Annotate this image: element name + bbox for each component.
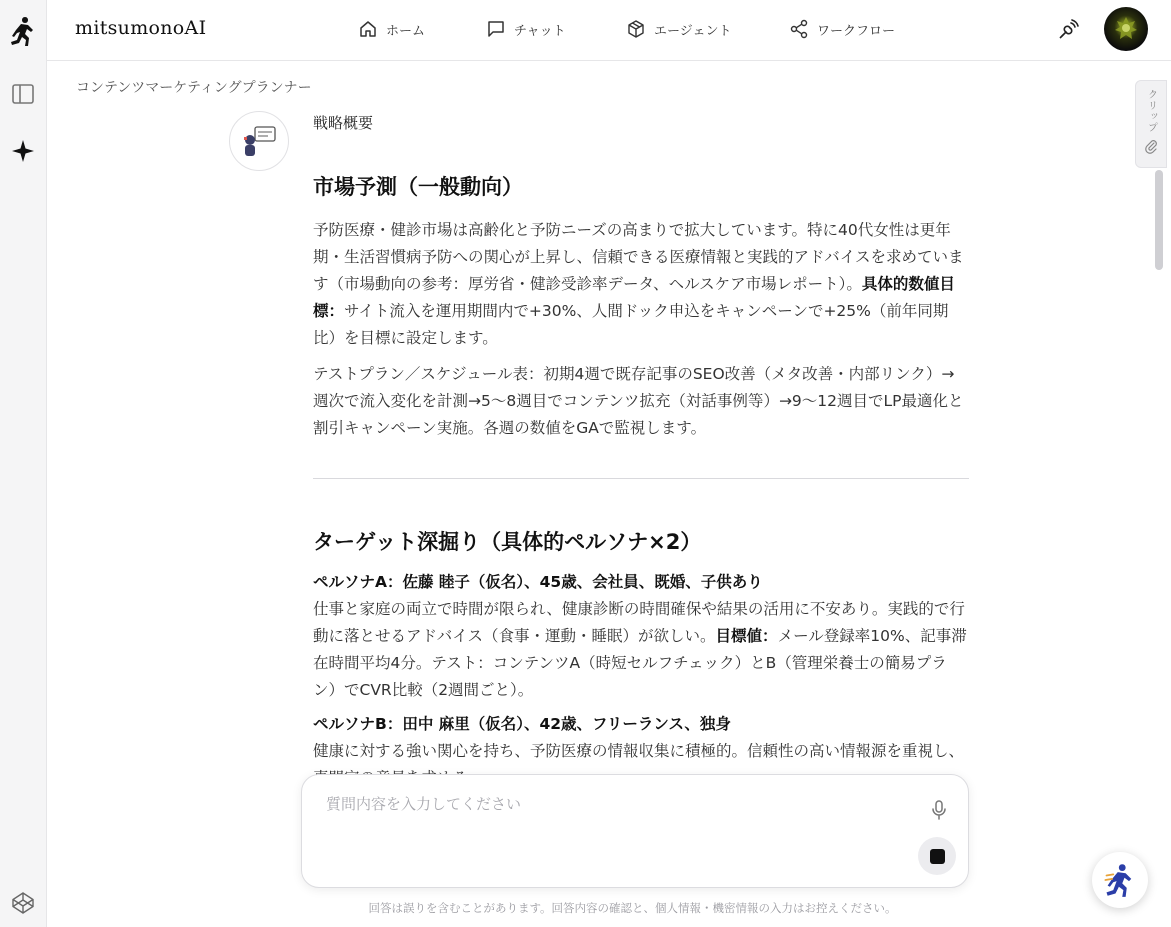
cube-icon xyxy=(626,19,646,39)
nav-home-label: ホーム xyxy=(386,23,426,39)
scrollbar-thumb[interactable] xyxy=(1155,170,1163,270)
question-input[interactable] xyxy=(326,795,906,813)
share-nodes-icon xyxy=(789,19,809,39)
nav-chat-label: チャット xyxy=(514,23,566,39)
left-rail xyxy=(0,0,47,927)
response-content xyxy=(313,112,969,767)
persona-a-tail: メール登録率10%、記事滞在時間平均4分。テスト：コンテンツA（時短セルフチェック）とB（管理栄養士の簡易プラン）でCVR比較（2週間ごと）。 xyxy=(313,627,967,699)
disclaimer-text: 回答は誤りを含むことがあります。回答内容の確認と、個人情報・機密情報の入力はお控えください。 xyxy=(368,901,897,915)
persona-b-title: ペルソナB：田中 麻里（仮名）、42歳、フリーランス、独身 xyxy=(313,715,731,733)
user-avatar[interactable] xyxy=(1104,7,1148,51)
paragraph-market-1-bold: 具体的数値目標： xyxy=(313,275,955,320)
broadcast-icon[interactable] xyxy=(1056,18,1080,42)
clip-tab[interactable] xyxy=(1135,80,1167,168)
microphone-icon[interactable] xyxy=(928,799,950,821)
section-divider xyxy=(313,478,969,479)
nav-agent-label: エージェント xyxy=(654,23,732,39)
chat-icon xyxy=(486,19,506,39)
persona-a-body: 仕事と家庭の両立で時間が限られ、健康診断の時間確保や結果の活用に不安あり。実践的で行動に落とせるアドバイス（食事・運動・睡眠）が欲しい。 xyxy=(313,600,965,645)
top-bar xyxy=(47,0,1171,61)
paragraph-market-1-tail: サイト流入を運用期間内で+30%、人間ドック申込をキャンペーンで+25%（前年同期比）を目標に設定します。 xyxy=(313,302,949,347)
stop-icon xyxy=(930,849,945,864)
persona-a-text xyxy=(313,596,969,704)
sparkle-icon[interactable] xyxy=(10,138,36,164)
breadcrumb[interactable]: コンテンツマーケティングプランナー xyxy=(76,80,312,96)
heading-market-forecast: 市場予測（一般動向） xyxy=(313,175,523,199)
chat-input-box xyxy=(301,774,969,888)
paragraph-market-1 xyxy=(313,217,969,352)
persona-a-bold: 目標値： xyxy=(715,627,778,645)
nav-chat[interactable] xyxy=(486,18,566,40)
agent-avatar xyxy=(229,111,289,171)
sidebar-toggle-icon[interactable] xyxy=(10,81,36,107)
nav-agent[interactable] xyxy=(626,18,731,40)
agent-avatar-icon xyxy=(239,123,279,159)
section-title: 戦略概要 xyxy=(313,114,374,132)
runner-mascot-icon xyxy=(1102,862,1138,898)
nav-workflow-label: ワークフロー xyxy=(817,23,896,39)
persona-b-text: 健康に対する強い関心を持ち、予防医療の情報収集に積極的。信頼性の高い情報源を重視し、 xyxy=(313,742,965,760)
logo-runner-icon[interactable] xyxy=(10,18,36,44)
stop-button[interactable] xyxy=(918,837,956,875)
paragraph-market-1-text: 予防医療・健診市場は高齢化と予防ニーズの高まりで拡大しています。特に40代女性は更年期・生活習慣病予防への関心が上昇し、信頼できる医療情報と実践的アドバイスを求めています（市場動向の参考：厚労省・健診受診率データ、ヘルスケア市場レポート）。 xyxy=(313,221,964,293)
persona-a-title: ペルソナA：佐藤 睦子（仮名）、45歳、会社員、既婚、子供あり xyxy=(313,573,763,591)
heading-target: ターゲット深掘り（具体的ペルソナ×2） xyxy=(313,530,702,554)
clip-tab-label: クリップ xyxy=(1145,89,1157,133)
assistant-float-button[interactable] xyxy=(1092,852,1148,908)
paragraph-market-2: テストプラン／スケジュール表：初期4週で既存記事のSEO改善（メタ改善・内部リンク）→週次で流入変化を計測→5〜8週目でコンテンツ拡充（対話事例等）→9〜12週目でLP最適化と割引キャンペーン実施。各週の数値をGAで監視します。 xyxy=(313,365,964,437)
home-icon xyxy=(358,19,378,39)
nav-workflow[interactable] xyxy=(789,18,895,40)
brand-name[interactable]: mitsumonoAI xyxy=(75,17,207,39)
paperclip-icon xyxy=(1144,139,1158,153)
nav-home[interactable] xyxy=(358,18,425,40)
